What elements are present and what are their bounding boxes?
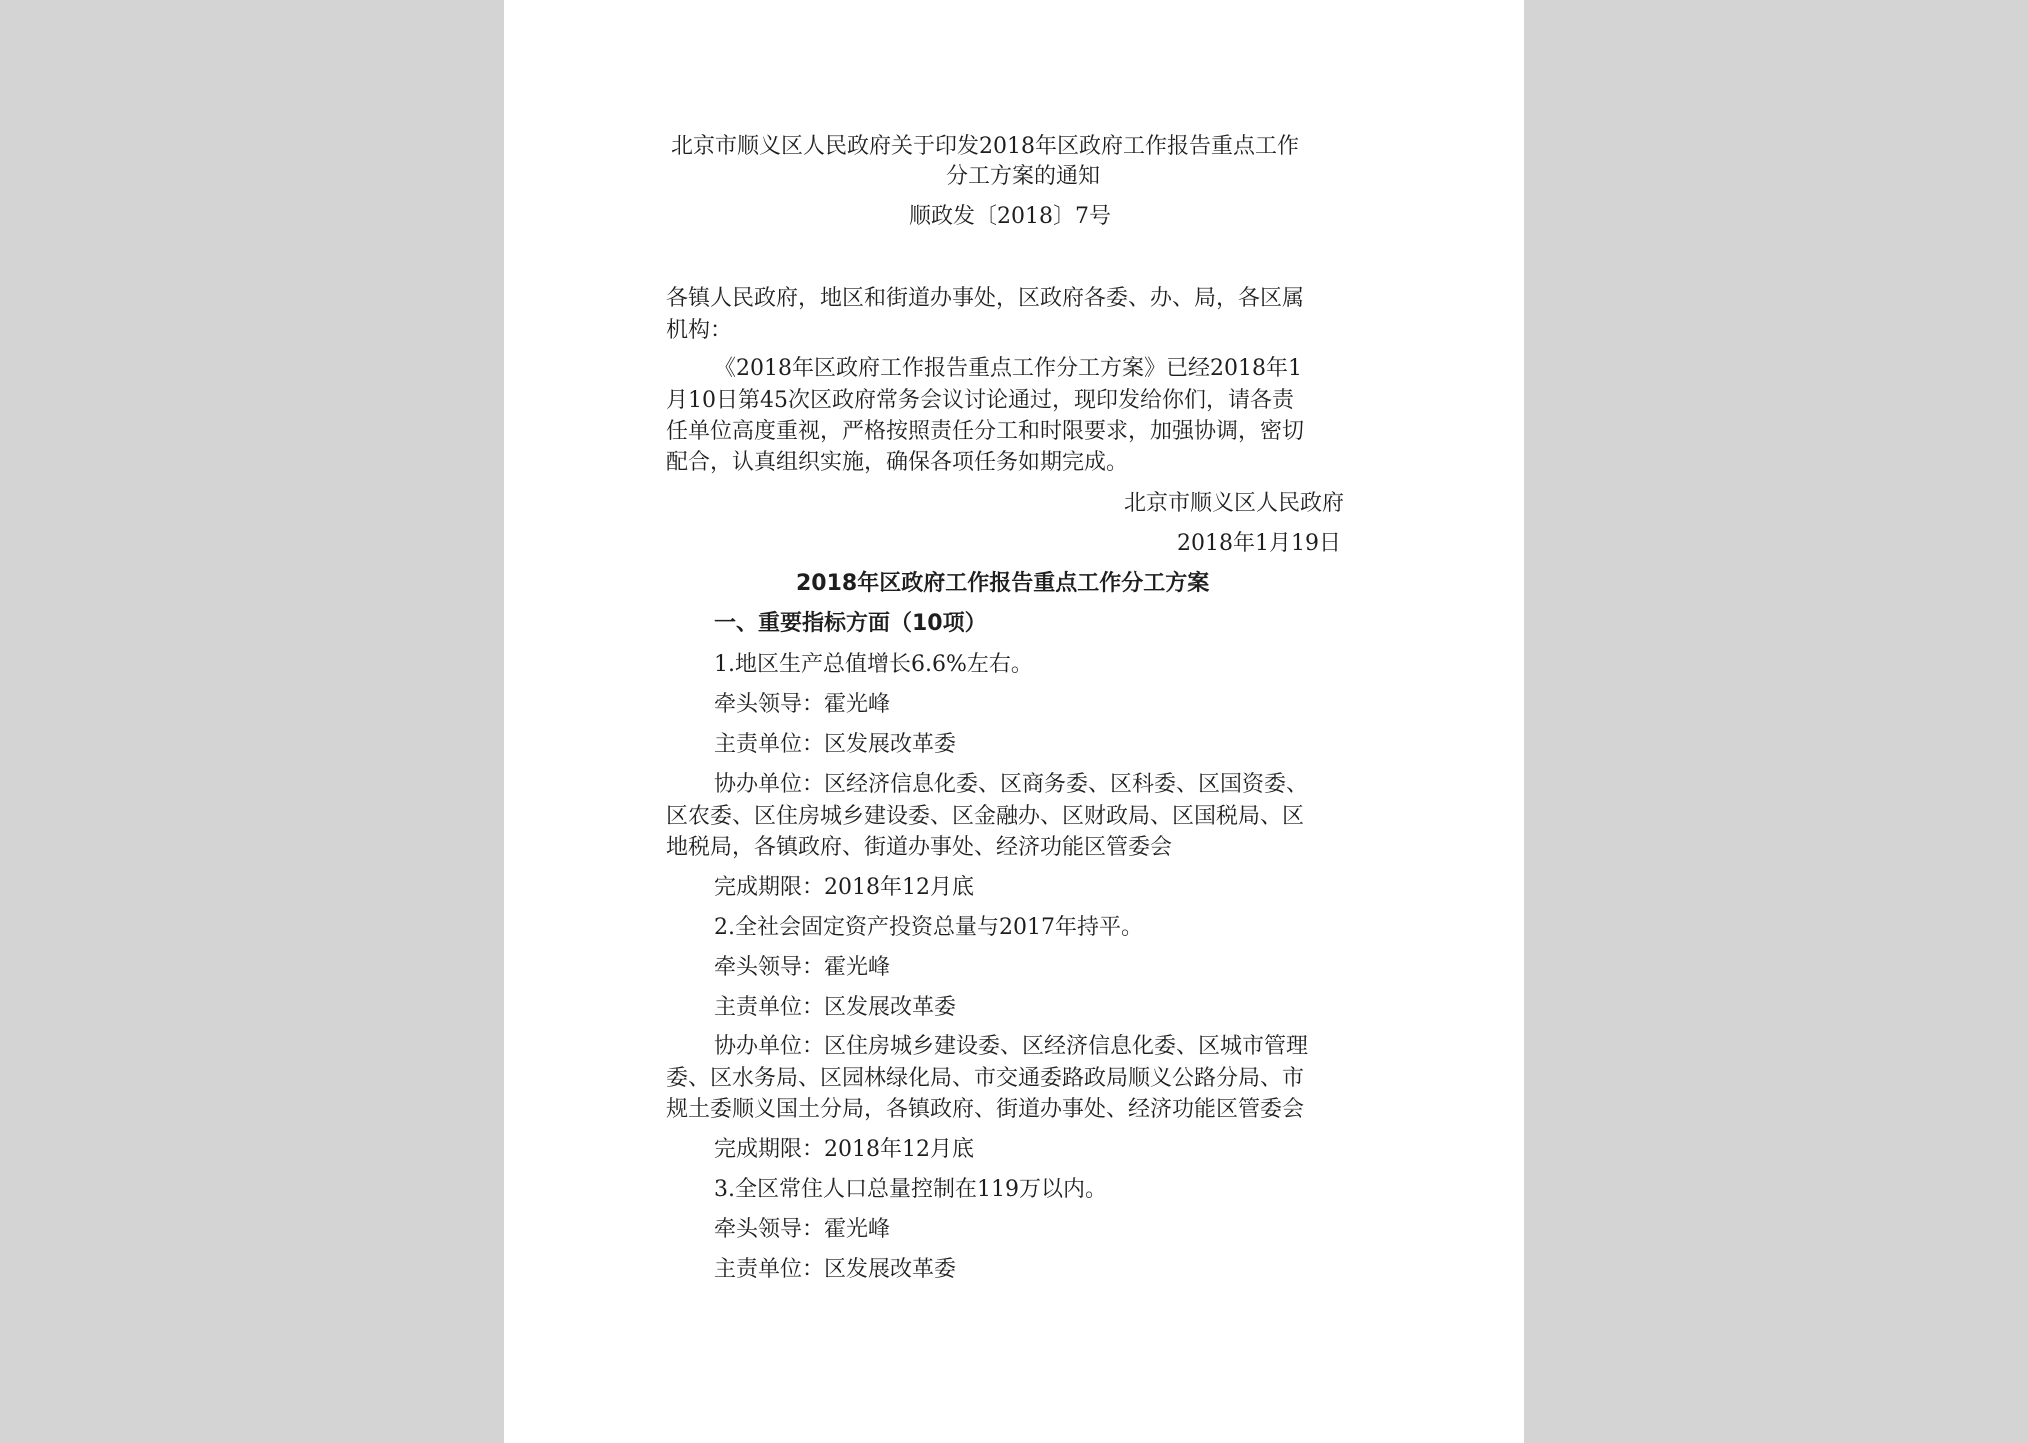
document-page — [504, 0, 1524, 1443]
signature: 北京市顺义区人民政府 — [1124, 491, 1345, 516]
section-heading: 一、重要指标方面（10项） — [714, 611, 987, 636]
item-lead-unit: 主责单位：区发展改革委 — [714, 1257, 957, 1282]
addressee-line1: 各镇人民政府，地区和街道办事处，区政府各委、办、局，各区属 — [666, 286, 1305, 311]
addressee-line2: 机构： — [666, 318, 733, 343]
item-lead-unit: 主责单位：区发展改革委 — [714, 732, 957, 757]
plan-title: 2018年区政府工作报告重点工作分工方案 — [796, 571, 1210, 596]
item-assist-line: 区农委、区住房城乡建设委、区金融办、区财政局、区国税局、区 — [666, 804, 1305, 829]
item-assist-line: 委、区水务局、区园林绿化局、市交通委路政局顺义公路分局、市 — [666, 1066, 1305, 1091]
item-leader: 牵头领导：霍光峰 — [714, 692, 891, 717]
item-deadline: 完成期限：2018年12月底 — [714, 1137, 974, 1162]
item-leader: 牵头领导：霍光峰 — [714, 955, 891, 980]
doc-number: 顺政发〔2018〕7号 — [909, 204, 1111, 229]
item-task: 3.全区常住人口总量控制在119万以内。 — [714, 1177, 1107, 1202]
doc-title-line2: 分工方案的通知 — [946, 164, 1101, 189]
item-assist-line: 协办单位：区经济信息化委、区商务委、区科委、区国资委、 — [714, 772, 1309, 797]
item-task: 2.全社会固定资产投资总量与2017年持平。 — [714, 915, 1143, 940]
item-assist-line: 规土委顺义国土分局，各镇政府、街道办事处、经济功能区管委会 — [666, 1097, 1305, 1122]
item-task: 1.地区生产总值增长6.6%左右。 — [714, 652, 1033, 677]
body-line: 《2018年区政府工作报告重点工作分工方案》已经2018年1 — [714, 356, 1302, 381]
body-line: 月10日第45次区政府常务会议讨论通过，现印发给你们，请各责 — [666, 388, 1294, 413]
doc-title-line1: 北京市顺义区人民政府关于印发2018年区政府工作报告重点工作 — [671, 134, 1299, 159]
item-assist-line: 协办单位：区住房城乡建设委、区经济信息化委、区城市管理 — [714, 1034, 1309, 1059]
item-deadline: 完成期限：2018年12月底 — [714, 875, 974, 900]
signature-date: 2018年1月19日 — [1177, 531, 1341, 556]
item-assist-line: 地税局，各镇政府、街道办事处、经济功能区管委会 — [666, 835, 1173, 860]
body-line: 任单位高度重视，严格按照责任分工和时限要求，加强协调，密切 — [666, 419, 1305, 444]
body-line: 配合，认真组织实施，确保各项任务如期完成。 — [666, 450, 1129, 475]
item-leader: 牵头领导：霍光峰 — [714, 1217, 891, 1242]
item-lead-unit: 主责单位：区发展改革委 — [714, 995, 957, 1020]
